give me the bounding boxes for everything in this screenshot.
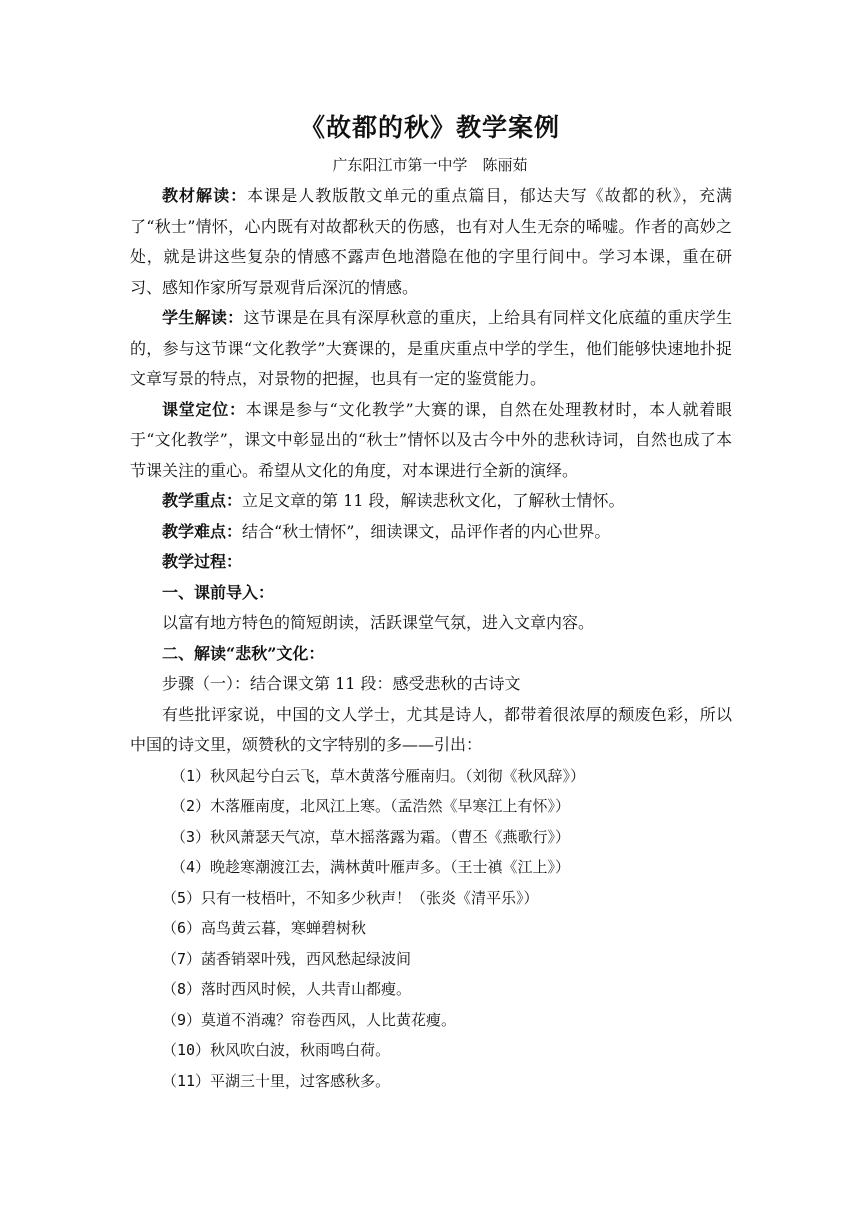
- section-difficulty: [130, 517, 732, 548]
- section-text: 本课是参与“文化教学”大赛的课，自然在处理教材时，本人就着眼于“文化教学”，课文中彰显出的“秋士”情怀以及古今中外的悲秋诗词，自然也成了本节课关注的重心。希望从文化的角度，对本课进行全新的演绎。: [130, 399, 732, 480]
- document-title: 《故都的秋》教学案例: [299, 113, 560, 142]
- process-heading: 教学过程：: [162, 552, 243, 571]
- section-text: 结合“秋士情怀”，细读课文，品评作者的内心世界。: [242, 521, 611, 541]
- part2-heading: 二、解读“悲秋”文化：: [162, 643, 325, 663]
- section-text: 这节课是在具有深厚秋意的重庆，上给具有同样文化底蕴的重庆学生的，参与这节课“文化教学”大赛课的，是重庆重点中学的学生，他们能够快速地扑捉文章写景的特点，对景物的把握，也具有一定的鉴赏能力。: [130, 308, 732, 388]
- poem-item: （11）平湖三十里，过客感秋多。: [162, 1071, 391, 1090]
- section-positioning: [130, 395, 732, 487]
- poem-item: （7）菡香销翠叶残，西风愁起绿波间: [162, 949, 412, 968]
- section-label: 课堂定位：: [162, 399, 246, 419]
- section-text: 立足文章的第 11 段，解读悲秋文化，了解秋士情怀。: [242, 491, 625, 510]
- poem-item: （4）晚趁寒潮渡江去，满林黄叶雁声多。（王士禛《江上》）: [171, 858, 571, 876]
- part1-text: 以富有地方特色的简短朗读，活跃课堂气氛，进入文章内容。: [162, 613, 595, 632]
- step1-heading: 步骤（一）：结合课文第 11 段：感受悲秋的古诗文: [162, 674, 521, 693]
- poem-item: （6）高鸟黄云暮，寒蝉碧树秋: [162, 919, 367, 937]
- poem-list: [130, 761, 732, 1097]
- section-students: [130, 303, 732, 395]
- section-label: 教材解读：: [162, 186, 248, 205]
- document-body: [130, 181, 732, 1096]
- intro-paragraph: 有些批评家说，中国的文人学士，尤其是诗人，都带着很浓厚的颓废色彩，所以中国的诗文里，颂赞秋的文字特别的多——引出：: [130, 704, 732, 754]
- section-text: 本课是人教版散文单元的重点篇目，郁达夫写《故都的秋》，充满了“秋士”情怀，心内既有对故都秋天的伤感，也有对人生无奈的唏嘘。作者的高妙之处，就是讲这些复杂的情感不露声色地潜隐在他的字里行间中。学习本课，重在研习、感知作家所写景观背后深沉的情感。: [130, 186, 732, 297]
- poem-item: （10）秋风吹白波，秋雨鸣白荷。: [162, 1041, 391, 1059]
- poem-item: （2）木落雁南度，北风江上寒。（孟浩然《早寒江上有怀》）: [171, 797, 571, 815]
- section-label: 教学重点：: [162, 491, 243, 510]
- section-key-point: [130, 486, 732, 517]
- poem-item: （9）莫道不消魂？帘卷西风，人比黄花瘦。: [162, 1010, 457, 1029]
- section-textbook: [130, 181, 732, 303]
- poem-item: （3）秋风萧瑟天气凉，草木摇落露为霜。（曹丕《燕歌行》）: [171, 827, 571, 846]
- section-label: 教学难点：: [162, 521, 243, 541]
- poem-item: （1）秋风起兮白云飞，草木黄落兮雁南归。（刘彻《秋风辞》）: [171, 766, 586, 785]
- part1-heading: 一、课前导入：: [162, 582, 275, 602]
- poem-item: （5）只有一枝梧叶，不知多少秋声！（张炎《清平乐》）: [162, 888, 539, 907]
- section-label: 学生解读：: [162, 308, 244, 327]
- poem-item: （8）落时西风时候，人共青山都瘦。: [162, 980, 412, 998]
- author-line: 广东阳江市第一中学 陈丽茹: [332, 156, 528, 174]
